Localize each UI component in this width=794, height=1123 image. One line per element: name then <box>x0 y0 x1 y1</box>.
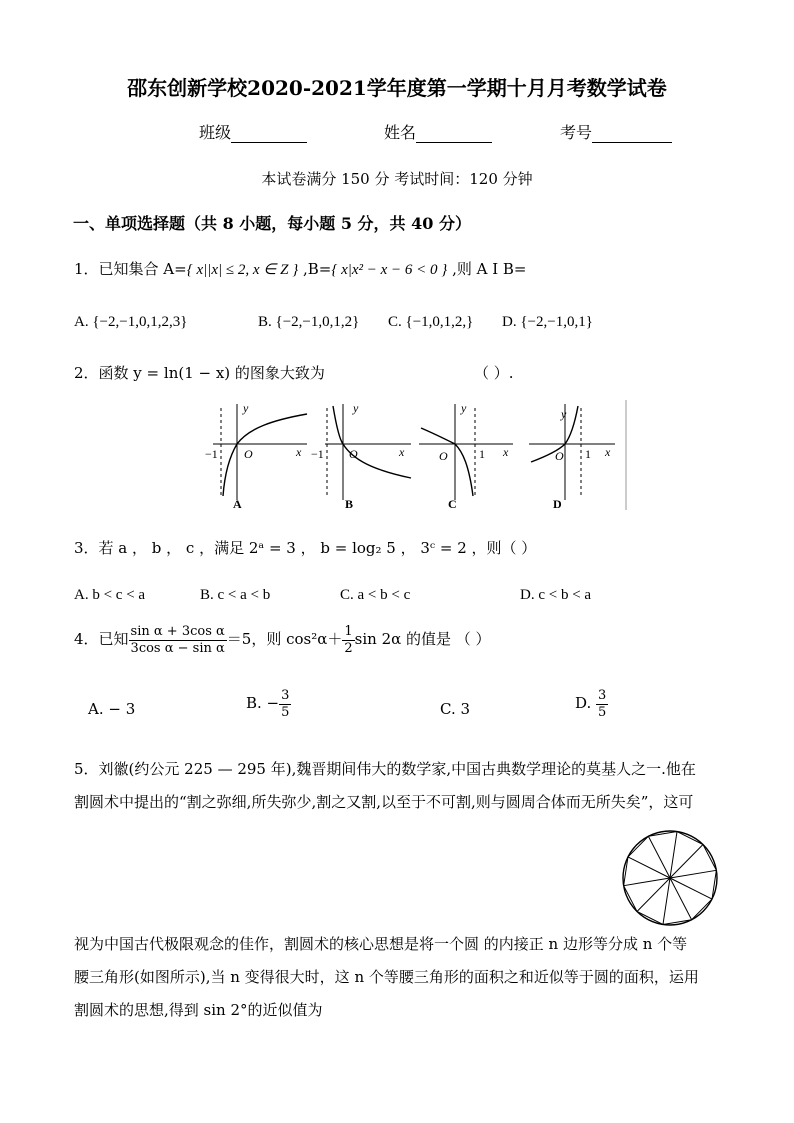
q4-option-b-den: 5 <box>281 704 290 720</box>
q5-line-2: 割圆术中提出的“割之弥细,所失弥少,割之又割,以至于不可割,则与圆周合体而无所失矣”，这可 <box>74 793 694 811</box>
graph-c-origin: O <box>439 449 448 463</box>
inscribed-decagon <box>624 832 717 925</box>
q4-half-numerator: 1 <box>344 624 353 639</box>
graph-d-y-label: y <box>561 407 567 421</box>
q1-option-a: A. {−2,−1,0,1,2,3} <box>74 314 188 330</box>
graph-c-caption: C <box>448 497 457 511</box>
q1-set-b: { x|x² − x − 6 < 0 } <box>331 262 448 278</box>
graph-c-one: 1 <box>479 447 485 461</box>
exam-number-blank[interactable] <box>592 126 672 143</box>
q4-option-b-label: B. − <box>246 694 280 713</box>
page-title: 邵东创新学校2020-2021学年度第一学期十月月考数学试卷 <box>127 76 667 100</box>
graph-d-origin: O <box>555 449 564 463</box>
q3-option-d: D. c < b < a <box>520 587 592 603</box>
q4-fraction <box>129 624 227 656</box>
name-label: 姓名 <box>384 123 417 142</box>
graph-b-neg-one: −1 <box>311 447 324 461</box>
q1-option-c: C. {−1,0,1,2,} <box>388 314 474 330</box>
question-1 <box>74 258 527 279</box>
q4-half <box>342 624 354 656</box>
q3-option-c: C. a < b < c <box>340 587 411 603</box>
decagon-spoke <box>663 878 670 924</box>
q1-option-b: B. {−2,−1,0,1,2} <box>258 314 360 330</box>
q4-option-b-fraction <box>279 688 291 720</box>
graph-a-curve <box>223 414 307 496</box>
inscribed-polygon-figure <box>620 828 720 928</box>
graph-b-caption: B <box>345 497 354 511</box>
decagon-spoke <box>628 857 670 878</box>
q2-stem: 2．函数 y = ln(1 − x) 的图象大致为 <box>74 364 325 382</box>
q4-option-d-label: D. <box>575 694 592 713</box>
q1-option-d: D. {−2,−1,0,1} <box>502 314 593 330</box>
graph-a-neg-one: −1 <box>205 447 218 461</box>
class-blank[interactable] <box>231 126 307 143</box>
q4-option-b <box>246 688 291 720</box>
q3-stem: 3．若 a ， b ， c ，满足 2ᵃ = 3 ， b = log₂ 5 ， 3ᶜ = 2 ，则（ ） <box>74 539 537 557</box>
graph-b-origin: O <box>349 447 358 461</box>
q5-line-1: 5．刘徽(约公元 225 — 295 年),魏晋期间伟大的数学家,中国古典数学理论的莫基人之一.他在 <box>74 760 696 778</box>
q3-option-a: A. b < c < a <box>74 587 146 603</box>
graph-b-y-label: y <box>353 401 359 415</box>
graph-a-x-label: x <box>296 445 302 459</box>
graph-b-x-label: x <box>399 445 405 459</box>
question-4 <box>74 624 491 656</box>
decagon-spoke <box>648 836 670 878</box>
q4-option-d <box>575 688 608 720</box>
q4-suffix: sin 2α 的值是 （ ） <box>354 630 491 649</box>
graph-a <box>205 401 307 511</box>
graph-d-caption: D <box>553 497 562 511</box>
q4-option-d-num: 3 <box>598 688 607 703</box>
class-field[interactable] <box>199 120 307 143</box>
graph-b <box>311 401 411 511</box>
section-heading: 一、单项选择题（共 8 小题，每小题 5 分，共 40 分） <box>73 214 471 233</box>
graph-a-caption: A <box>233 497 242 511</box>
q4-half-denominator: 2 <box>344 640 353 656</box>
q3-option-b: B. c < a < b <box>200 587 271 603</box>
q4-prefix: 4．已知 <box>74 630 129 649</box>
graph-d-one: 1 <box>585 447 591 461</box>
graph-c-x-label: x <box>503 445 509 459</box>
graph-c-y-label: y <box>461 401 467 415</box>
q1-suffix: ,则 A I B= <box>447 260 527 278</box>
q2-answer-paren: （ ）. <box>474 364 514 382</box>
decagon-spoke <box>670 878 692 920</box>
q4-fraction-denominator: 3cos α − sin α <box>130 640 225 656</box>
q5-line-4: 腰三角形(如图所示),当 n 变得很大时，这 n 个等腰三角形的面积之和近似等于圆的面积，运用 <box>74 968 699 986</box>
q4-mid: ＝5，则 cos²α＋ <box>226 630 343 649</box>
exam-number-label: 考号 <box>560 123 593 142</box>
exam-number-field[interactable] <box>560 120 672 143</box>
exam-meta: 本试卷满分 150 分 考试时间：120 分钟 <box>261 170 533 188</box>
decagon-spoke <box>670 832 677 878</box>
graph-d <box>529 404 615 511</box>
q1-set-a: { x||x| ≤ 2, x ∈ Z } <box>186 262 299 278</box>
q4-option-c: C. 3 <box>440 700 471 718</box>
q4-option-b-num: 3 <box>281 688 290 703</box>
name-field[interactable] <box>384 120 492 143</box>
decagon-spoke <box>670 878 712 899</box>
graph-a-origin: O <box>244 447 253 461</box>
q5-line-5: 割圆术的思想,得到 sin 2°的近似值为 <box>74 1001 323 1019</box>
q4-option-a: A. − 3 <box>88 700 136 718</box>
graph-b-curve <box>333 406 411 478</box>
graph-a-y-label: y <box>243 401 249 415</box>
q1-stem-prefix: 1．已知集合 A= <box>74 260 187 278</box>
q2-graphs <box>203 400 627 512</box>
q4-fraction-numerator: sin α + 3cos α <box>130 624 225 639</box>
name-blank[interactable] <box>416 126 492 143</box>
graph-c <box>419 401 513 511</box>
class-label: 班级 <box>199 123 232 142</box>
q4-option-d-fraction <box>596 688 608 720</box>
graph-d-x-label: x <box>605 445 611 459</box>
q5-line-3: 视为中国古代极限观念的佳作，割圆术的核心思想是将一个圆 的内接正 n 边形等分成 n 个等 <box>74 935 688 953</box>
q1-mid: ,B= <box>298 260 332 278</box>
q4-option-d-den: 5 <box>598 704 607 720</box>
